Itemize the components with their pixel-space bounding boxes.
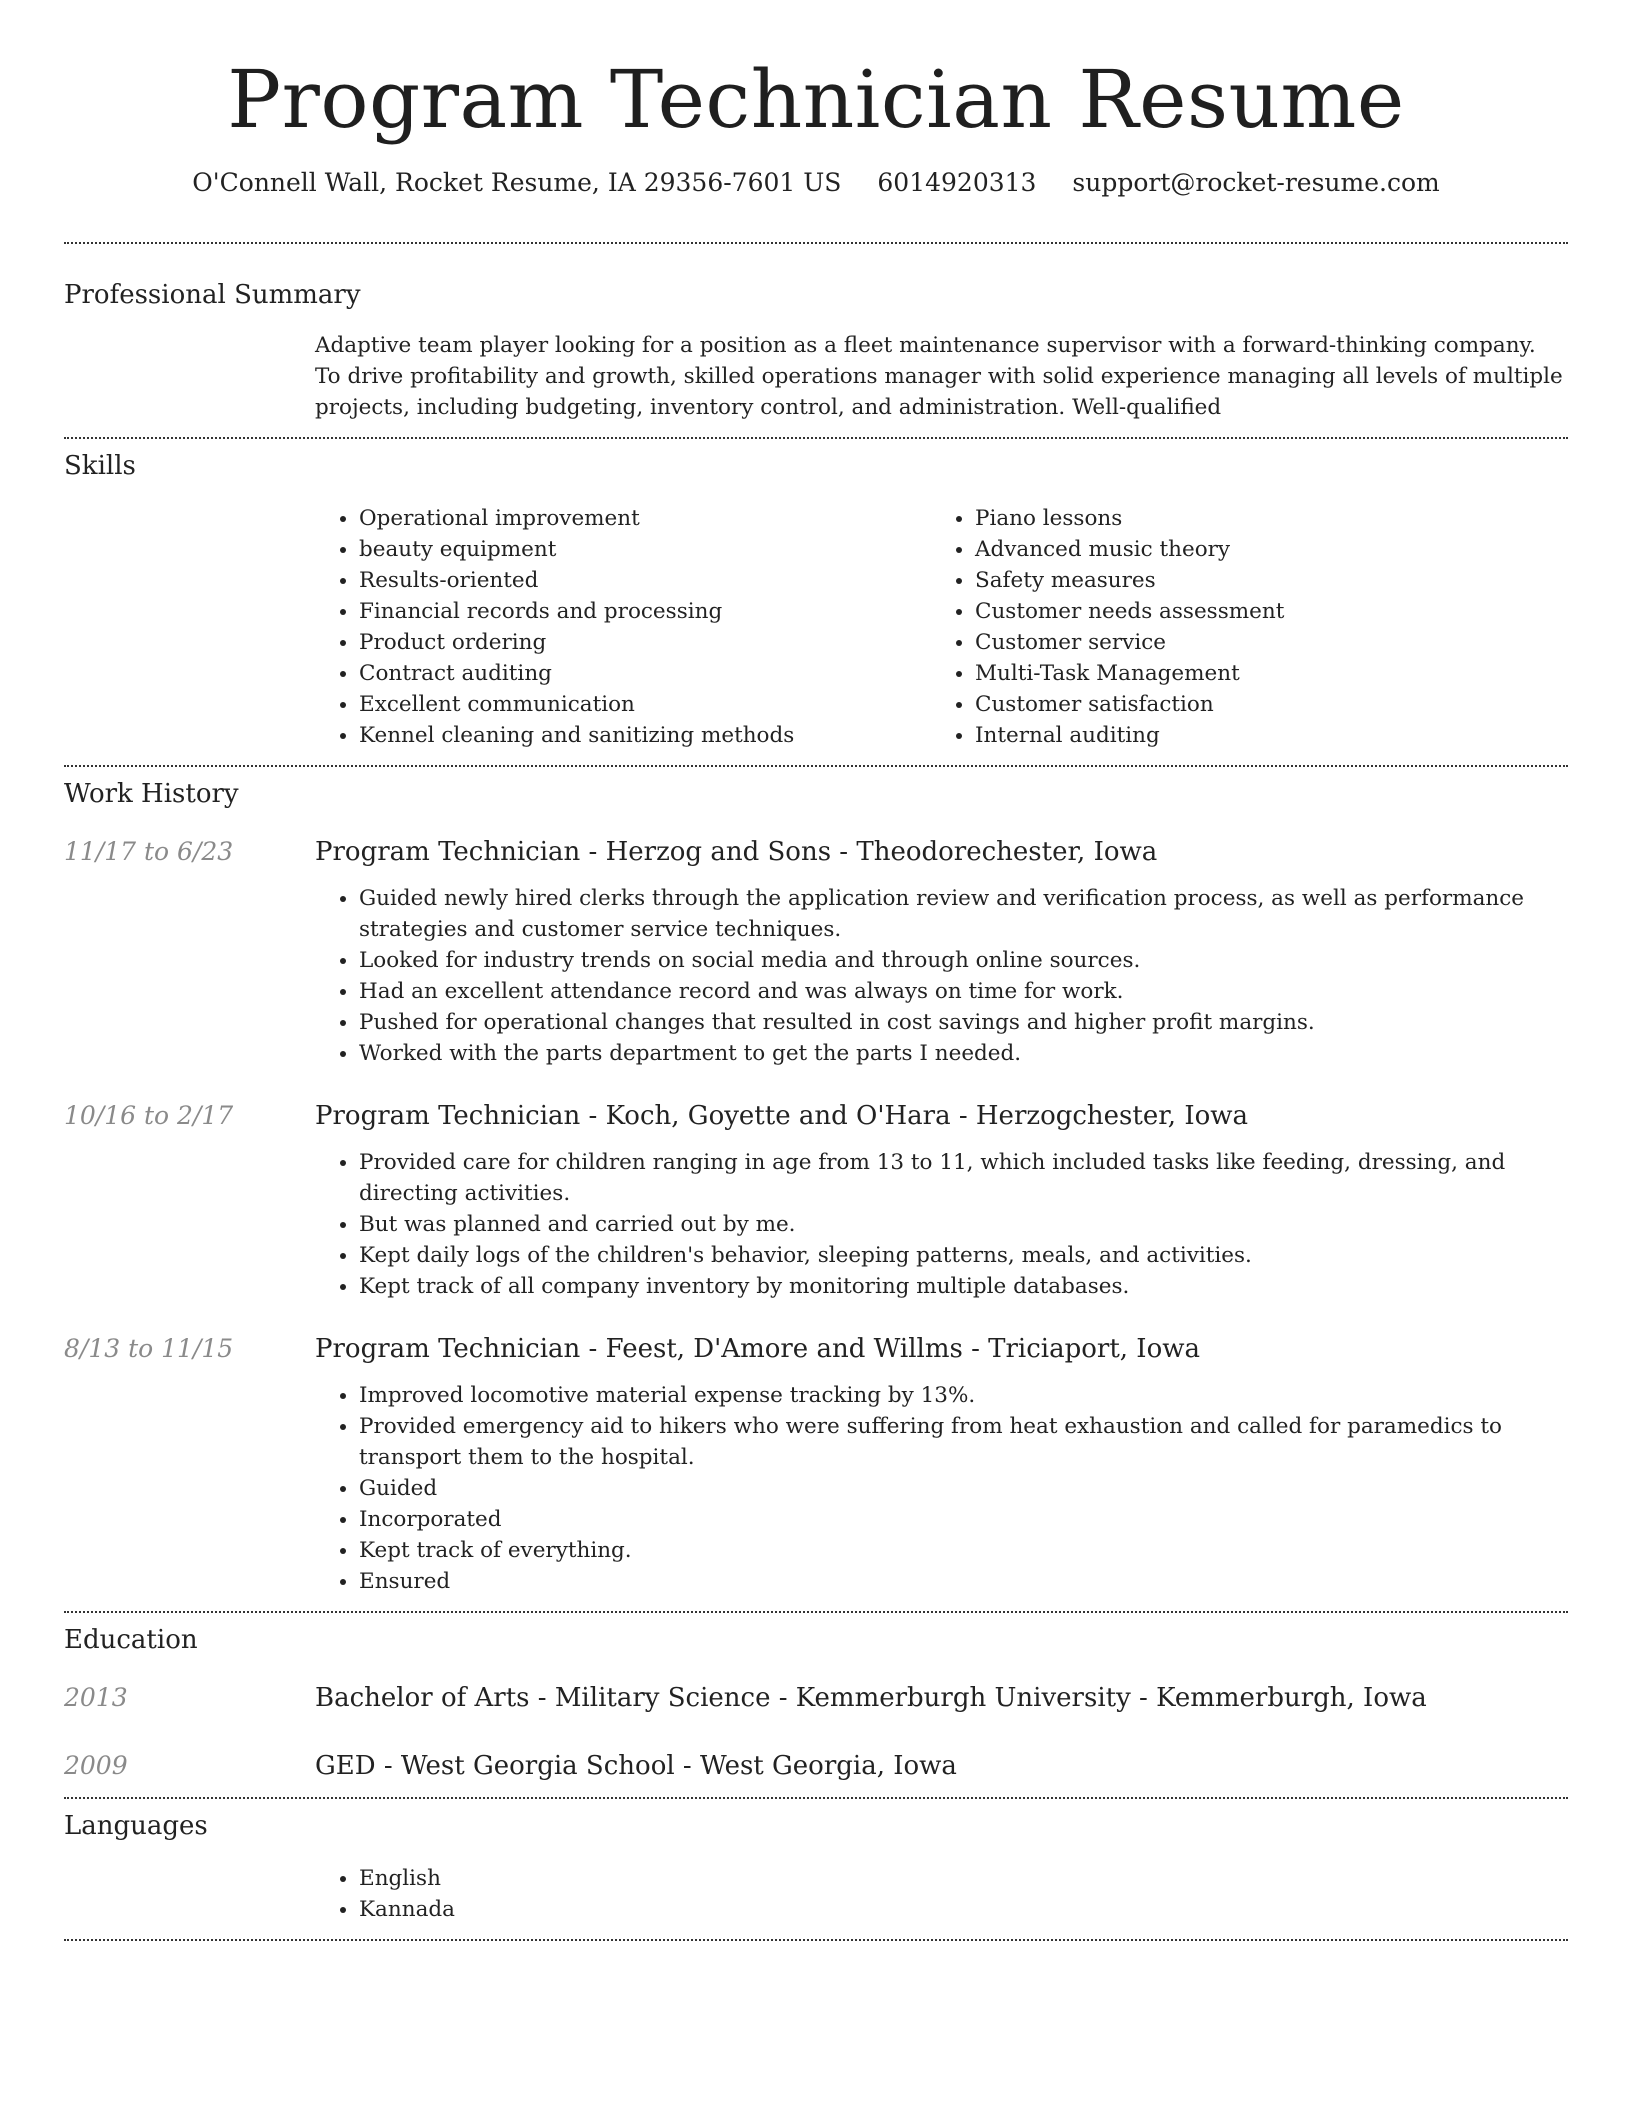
education-section (64, 1613, 1568, 1783)
skill-item: • Customer service (975, 627, 1547, 658)
job-bullet: • But was planned and carried out by me. (359, 1209, 1568, 1240)
job-bullet: • Provided care for children ranging in age from 13 to 11, which included tasks like feeding, dressing, and directing activities. (359, 1147, 1568, 1209)
job-bullet: • Provided emergency aid to hikers who were suffering from heat exhaustion and called for paramedics to transport them to the hospital. (359, 1411, 1568, 1473)
job-bullet: • Incorporated (359, 1504, 1568, 1535)
job-title: Program Technician - Feest, D'Amore and Willms - Triciaport, Iowa (315, 1334, 1200, 1364)
job-bullet: • Looked for industry trends on social media and through online sources. (359, 945, 1568, 976)
section-title-languages: Languages (64, 1811, 208, 1841)
skill-item: • Customer satisfaction (975, 689, 1547, 720)
job-bullet: • Kept track of everything. (359, 1535, 1568, 1566)
skill-item: • Multi-Task Management (975, 658, 1547, 689)
work-section (64, 767, 1568, 1597)
job-bullet: • Had an excellent attendance record and was always on time for work. (359, 976, 1568, 1007)
job-bullets (315, 883, 1568, 1069)
education-entry (64, 1681, 1568, 1715)
summary-section (64, 244, 1568, 423)
job-bullet: • Guided newly hired clerks through the application review and verification process, as well as performance strategies and customer service techniques. (359, 883, 1568, 945)
job-bullet: • Kept daily logs of the children's behavior, sleeping patterns, meals, and activities. (359, 1240, 1568, 1271)
job-date: 10/16 to 2/17 (64, 1101, 234, 1130)
job-bullets (315, 1147, 1568, 1302)
resume-header (64, 0, 1568, 200)
skill-item: • Piano lessons (975, 503, 1547, 534)
skill-item: • Kennel cleaning and sanitizing methods (359, 720, 931, 751)
skill-item: • Customer needs assessment (975, 596, 1547, 627)
education-year: 2009 (64, 1751, 128, 1780)
languages-section (64, 1799, 1568, 1925)
job-date: 8/13 to 11/15 (64, 1334, 234, 1363)
job-bullet: • Improved locomotive material expense tracking by 13%. (359, 1380, 1568, 1411)
skill-item: • Product ordering (359, 627, 931, 658)
job-title: Program Technician - Herzog and Sons - Theodorechester, Iowa (315, 837, 1158, 867)
language-item: • English (359, 1863, 1568, 1894)
job-entry (64, 835, 1568, 1069)
languages-list (315, 1863, 1568, 1925)
job-entry (64, 1332, 1568, 1597)
section-title-skills: Skills (64, 451, 136, 481)
section-title-education: Education (64, 1625, 198, 1655)
job-date: 11/17 to 6/23 (64, 837, 234, 866)
skill-item: • Contract auditing (359, 658, 931, 689)
job-bullet: • Kept track of all company inventory by monitoring multiple databases. (359, 1271, 1568, 1302)
skills-section (64, 439, 1568, 751)
contact-email: support@rocket-resume.com (1072, 168, 1440, 197)
education-year: 2013 (64, 1683, 128, 1712)
skill-item: • beauty equipment (359, 534, 931, 565)
skills-list-right (931, 503, 1547, 751)
skill-item: • Advanced music theory (975, 534, 1547, 565)
page-title: Program Technician Resume (227, 53, 1405, 146)
summary-text: Adaptive team player looking for a position as a fleet maintenance supervisor with a forward-thinking company. To drive profitability and growth, skilled operations manager with solid experience managing all levels of multiple projects, including budgeting, inventory control, and administration. Well-qualified (315, 333, 1563, 420)
education-entry (64, 1749, 1568, 1783)
education-text: GED - West Georgia School - West Georgia, Iowa (315, 1751, 957, 1781)
divider (64, 1939, 1568, 1941)
skill-item: • Internal auditing (975, 720, 1547, 751)
job-bullet: • Ensured (359, 1566, 1568, 1597)
job-bullet: • Guided (359, 1473, 1568, 1504)
contact-address: O'Connell Wall, Rocket Resume, IA 29356-7601 US (192, 168, 842, 197)
contact-line (64, 166, 1568, 200)
education-text: Bachelor of Arts - Military Science - Kemmerburgh University - Kemmerburgh, Iowa (315, 1683, 1427, 1713)
skill-item: • Results-oriented (359, 565, 931, 596)
section-title-summary: Professional Summary (64, 280, 361, 310)
skills-list-left (315, 503, 931, 751)
contact-phone: 6014920313 (877, 168, 1037, 197)
section-title-work: Work History (64, 779, 239, 809)
language-item: • Kannada (359, 1894, 1568, 1925)
job-title: Program Technician - Koch, Goyette and O'Hara - Herzogchester, Iowa (315, 1101, 1249, 1131)
job-entry (64, 1099, 1568, 1302)
job-bullet: • Worked with the parts department to get the parts I needed. (359, 1038, 1568, 1069)
skill-item: • Operational improvement (359, 503, 931, 534)
skill-item: • Excellent communication (359, 689, 931, 720)
skill-item: • Financial records and processing (359, 596, 931, 627)
job-bullet: • Pushed for operational changes that resulted in cost savings and higher profit margins. (359, 1007, 1568, 1038)
job-bullets (315, 1380, 1568, 1597)
skill-item: • Safety measures (975, 565, 1547, 596)
